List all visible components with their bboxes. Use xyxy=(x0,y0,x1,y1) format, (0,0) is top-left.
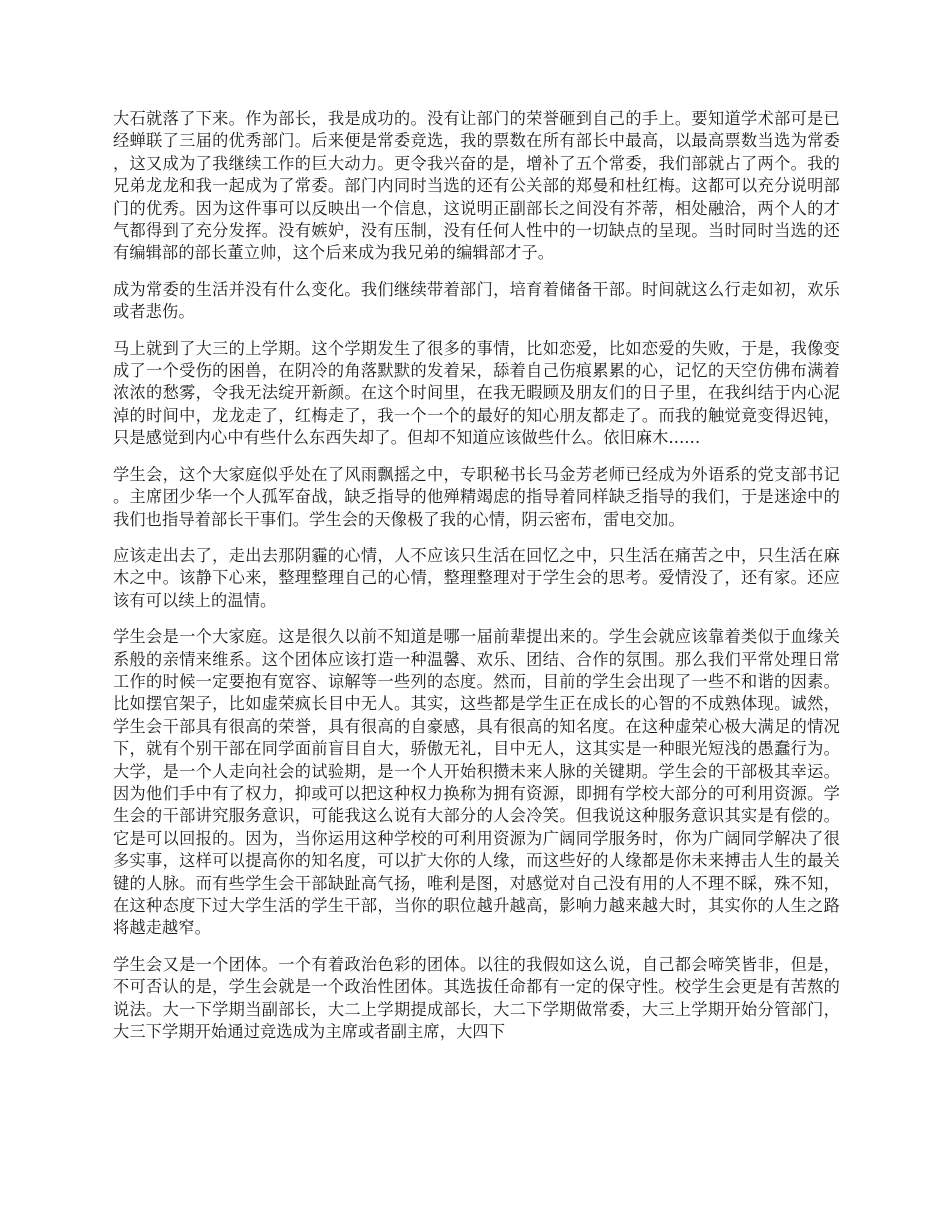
paragraph-6: 学生会是一个大家庭。这是很久以前不知道是哪一届前辈提出来的。学生会就应该靠着类似于血缘关系般的亲情来维系。这个团体应该打造一种温馨、欢乐、团结、合作的氛围。那么我们平常处理日常工作的时候一定要抱有宽容、谅解等一些列的态度。然而，目前的学生会出现了一些不和谐的因素。比如摆官架子，比如虚荣疯长目中无人。其实，这些都是学生正在成长的心智的不成熟体现。诚然，学生会干部具有很高的荣誉，具有很高的自豪感，具有很高的知名度。在这种虚荣心极大满足的情况下，就有个别干部在同学面前盲目自大，骄傲无礼，目中无人，这其实是一种眼光短浅的愚蠢行为。大学，是一个人走向社会的试验期，是一个人开始积攒未来人脉的关键期。学生会的干部极其幸运。因为他们手中有了权力，抑或可以把这种权力换称为拥有资源，即拥有学校大部分的可利用资源。学生会的干部讲究服务意识，可能我这么说有大部分的人会冷笑。但我说这种服务意识其实是有偿的。它是可以回报的。因为，当你运用这种学校的可利用资源为广阔同学服务时，你为广阔同学解决了很多实事，这样可以提高你的知名度，可以扩大你的人缘，而这些好的人缘都是你未来搏击人生的最关键的人脉。而有些学生会干部缺趾高气扬，唯利是图，对感觉对自己没有用的人不理不睬，殊不知，在这种态度下过大学生活的学生干部，当你的职位越升越高，影响力越来越大时，其实你的人生之路将越走越窄。 xyxy=(113,627,840,938)
paragraph-3: 马上就到了大三的上学期。这个学期发生了很多的事情，比如恋爱，比如恋爱的失败，于是，我像变成了一个受伤的困兽，在阴冷的角落默默的发着呆，舔着自己伤痕累累的心，记忆的天空仿佛布满着浓浓的愁雾，令我无法绽开新颜。在这个时间里，在我无暇顾及朋友们的日子里，在我纠结于内心泥淖的时间中，龙龙走了，红梅走了，我一个一个的最好的知心朋友都走了。而我的触觉竟变得迟钝，只是感觉到内心中有些什么东西失却了。但却不知道应该做些什么。依旧麻木...... xyxy=(113,338,840,448)
paragraph-4: 学生会，这个大家庭似乎处在了风雨飘摇之中，专职秘书长马金芳老师已经成为外语系的党支部书记。主席团少华一个人孤军奋战，缺乏指导的他殚精竭虑的指导着同样缺乏指导的我们，于是迷途中的我们也指导着部长干事们。学生会的天像极了我的心情，阴云密布，雷电交加。 xyxy=(113,464,840,529)
paragraph-2: 成为常委的生活并没有什么变化。我们继续带着部门，培育着储备干部。时间就这么行走如初，欢乐或者悲伤。 xyxy=(113,279,840,322)
paragraph-5: 应该走出去了，走出去那阴霾的心情，人不应该只生活在回忆之中，只生活在痛苦之中，只生活在麻木之中。该静下心来，整理整理自己的心情，整理整理对于学生会的思考。爱情没了，还有家。还应该有可以续上的温情。 xyxy=(113,545,840,610)
document-body xyxy=(113,108,840,1057)
paragraph-1: 大石就落了下来。作为部长，我是成功的。没有让部门的荣誉砸到自己的手上。要知道学术部可是已经蝉联了三届的优秀部门。后来便是常委竞选，我的票数在所有部长中最高，以最高票数当选为常委，这又成为了我继续工作的巨大动力。更令我兴奋的是，增补了五个常委，我们部就占了两个。我的兄弟龙龙和我一起成为了常委。部门内同时当选的还有公关部的郑曼和杜红梅。这都可以充分说明部门的优秀。因为这件事可以反映出一个信息，这说明正副部长之间没有芥蒂，相处融洽，两个人的才气都得到了充分发挥。没有嫉妒，没有压制，没有任何人性中的一切缺点的呈现。当时同时当选的还有编辑部的部长董立帅，这个后来成为我兄弟的编辑部才子。 xyxy=(113,109,840,263)
paragraph-7: 学生会又是一个团体。一个有着政治色彩的团体。以往的我假如这么说，自己都会啼笑皆非，但是，不可否认的是，学生会就是一个政治性团体。其选拔任命都有一定的保守性。校学生会更是有苦熬的说法。大一下学期当副部长，大二上学期提成部长，大二下学期做常委，大三上学期开始分管部门，大三下学期开始通过竞选成为主席或者副主席，大四下 xyxy=(113,954,840,1042)
